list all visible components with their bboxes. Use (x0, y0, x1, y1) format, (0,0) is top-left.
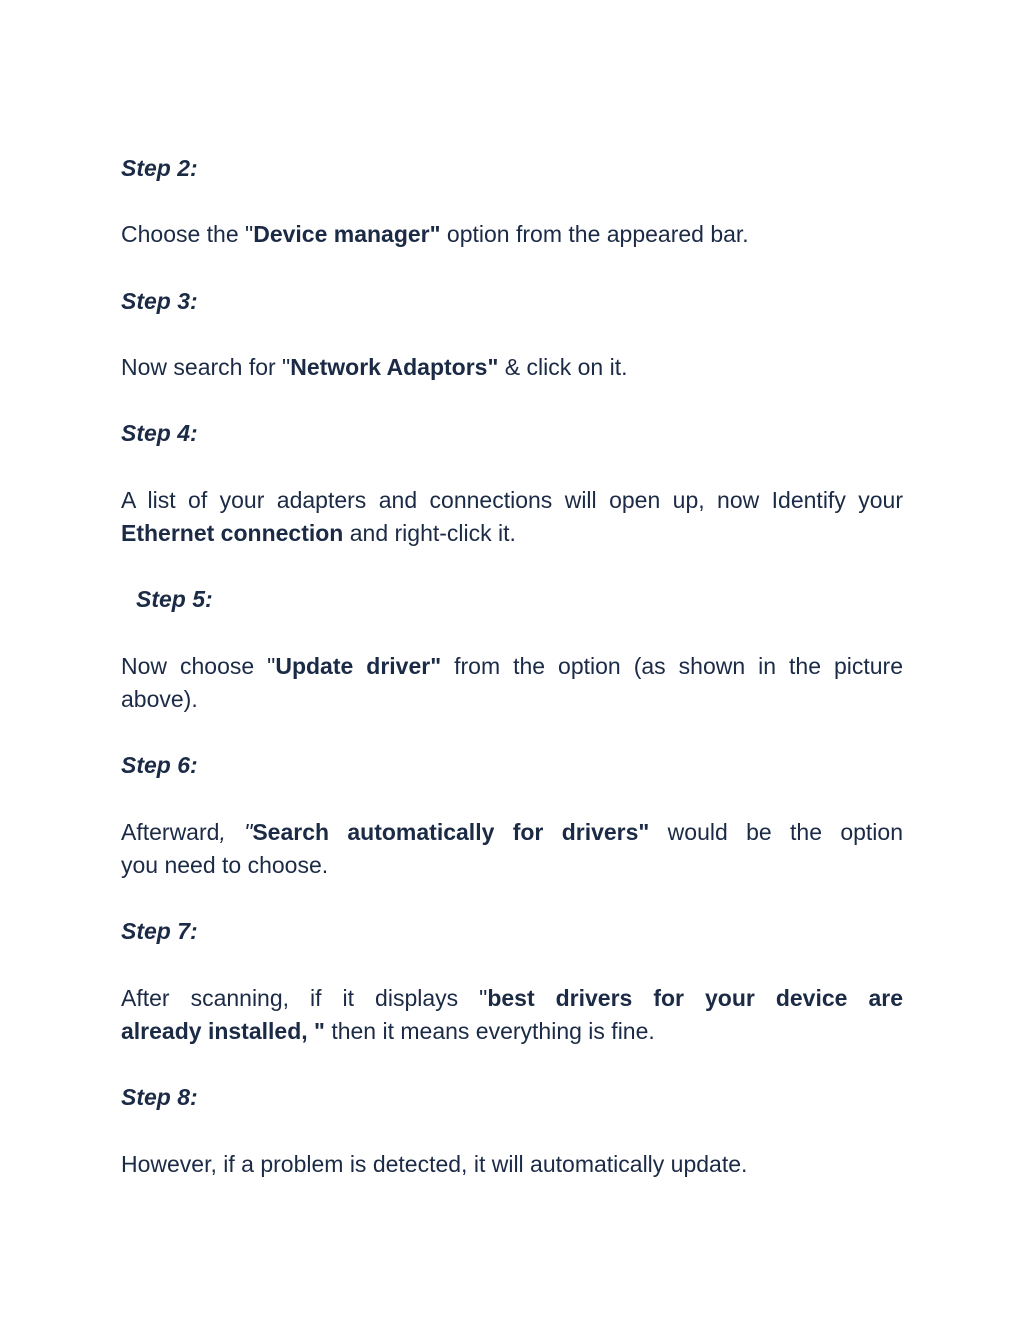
step-3-text-bold: Network Adaptors" (290, 354, 499, 380)
step-4-text-c: and right-click it. (343, 520, 516, 546)
step-2-text (121, 218, 903, 251)
step-6-text-a: Afterward (121, 819, 220, 845)
step-5-text-line-1 (121, 650, 903, 683)
step-7-text-a: After scanning, if it displays " (121, 985, 488, 1011)
step-2-text-bold: Device manager" (253, 221, 441, 247)
step-7-heading: Step 7: (121, 918, 198, 944)
step-4-text-line-1: A list of your adapters and connections will open up, now Identify your (121, 487, 903, 513)
step-5-text-c: from the option (as shown in the picture (441, 653, 904, 679)
step-6-text-italic: , " (219, 819, 253, 845)
step-3-heading: Step 3: (121, 288, 198, 314)
step-5-text-a: Now choose " (121, 653, 276, 679)
step-4-heading: Step 4: (121, 420, 198, 446)
step-2-heading: Step 2: (121, 155, 198, 181)
step-3-text-a: Now search for " (121, 354, 291, 380)
step-5-text-line-2: above). (121, 686, 198, 712)
step-6-text-line-1 (121, 816, 903, 849)
step-6-text-c: would be the option (667, 819, 903, 845)
step-7-text-bold-2: already installed, " (121, 1018, 325, 1044)
step-6-text-bold: Search automatically for drivers" (252, 819, 650, 845)
step-3-text-c: & click on it. (498, 354, 628, 380)
step-8-text: However, if a problem is detected, it will automatically update. (121, 1151, 748, 1177)
step-5-text-bold: Update driver" (275, 653, 442, 679)
step-6-text-line-2: you need to choose. (121, 852, 329, 878)
step-2-text-a: Choose the " (121, 221, 254, 247)
step-7-text-line-2 (121, 1015, 903, 1048)
step-6-heading: Step 6: (121, 752, 198, 778)
step-5-heading: Step 5: (136, 586, 213, 612)
step-4-text-line-2 (121, 517, 903, 550)
step-4-text-bold: Ethernet connection (121, 520, 344, 546)
step-7-text-bold: best drivers for your device are (487, 985, 903, 1011)
step-7-text-line-1 (121, 982, 903, 1015)
step-3-text (121, 351, 903, 384)
step-7-text-c: then it means everything is fine. (324, 1018, 655, 1044)
step-2-text-c: option from the appeared bar. (440, 221, 749, 247)
step-8-heading: Step 8: (121, 1084, 198, 1110)
